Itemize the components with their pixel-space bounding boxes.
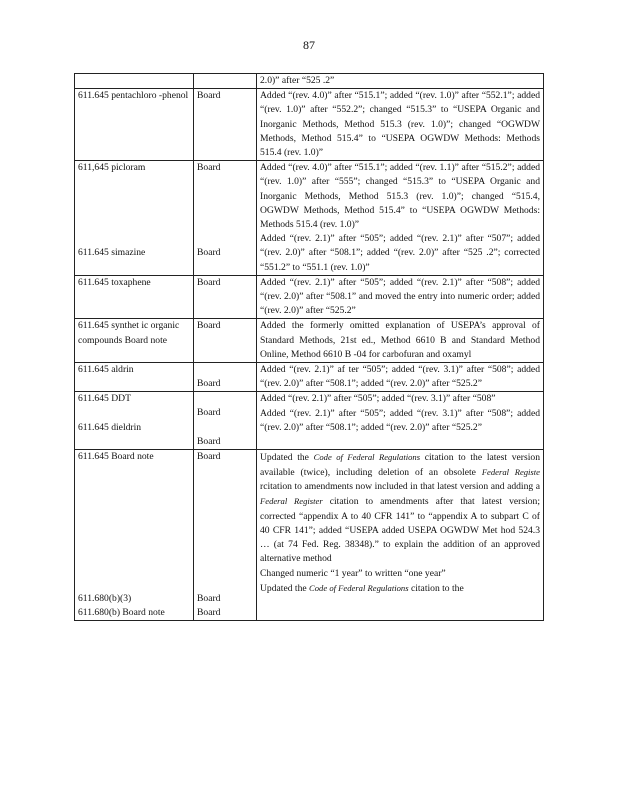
change-text: rcitation to amendments now included in that latest version and adding a xyxy=(260,481,540,493)
agency-label: Board xyxy=(197,450,221,462)
agency-label: Board xyxy=(197,593,221,605)
section-cell: 611.645 aldrin xyxy=(75,363,194,392)
section-label: 611.645 simazine xyxy=(78,247,146,259)
section-label: 611.645 Board note xyxy=(78,450,154,462)
agency-cell: Board xyxy=(194,319,257,363)
federal-register-italic: Federal Registe xyxy=(481,467,540,478)
section-cell xyxy=(75,74,194,89)
table-row xyxy=(75,89,544,161)
table-row xyxy=(75,449,544,621)
amendments-table xyxy=(74,73,544,621)
change-text: latest version available (twice), including deletion of an obsolete xyxy=(260,451,540,479)
table-row xyxy=(75,74,544,89)
cfr-italic: Code of Federal Regulations xyxy=(309,582,409,593)
change-text: citation to the xyxy=(424,451,483,463)
change-text-partial xyxy=(260,581,540,596)
section-cell xyxy=(75,392,194,449)
change-text: Updated the xyxy=(260,451,309,463)
agency-cell xyxy=(194,74,257,89)
agency-cell xyxy=(194,449,257,621)
change-cell: Added “(rev. 2.1)” after “505”; added “(rev. 2.1)” after “508”; added “(rev. 2.0)” after “508.1” and moved the entry into numeric order; added “(rev. 2.0)” after “525.2” xyxy=(257,275,544,319)
cfr-italic: Code of Federal Regulations xyxy=(313,451,421,462)
change-cell xyxy=(257,161,544,276)
table-row xyxy=(75,275,544,319)
section-label: 611.680(b)(3) xyxy=(78,593,132,605)
agency-cell xyxy=(194,392,257,449)
agency-cell xyxy=(194,363,257,392)
change-text: Updated the xyxy=(260,582,307,594)
table-row xyxy=(75,319,544,363)
section-cell: 611.645 toxaphene xyxy=(75,275,194,319)
section-cell xyxy=(75,449,194,621)
agency-cell xyxy=(194,161,257,276)
agency-label: Board xyxy=(197,378,221,390)
change-cell xyxy=(257,449,544,621)
section-cell xyxy=(75,161,194,276)
change-text: Added “(rev. 2.1)” after “505”; added “(rev. 2.1)” after “507”; added “(rev. 2.0)” after “508.1”; added “(rev. 2.0)” after “525 .2”; corrected “551.2” to “551.1 (rev. 1.0)” xyxy=(260,233,540,273)
table-row xyxy=(75,161,544,276)
change-text: Added “(rev. 2.1)” after “505”; added “(rev. 3.1)” after “508”; added “(rev. 2.0)” after “508.1”; added “(rev. 2.0)” after “525.2” xyxy=(260,407,540,433)
change-cell xyxy=(257,392,544,449)
section-label: 611.645 DDT xyxy=(78,393,131,405)
table-row xyxy=(75,363,544,392)
change-text: citation to the xyxy=(410,582,464,594)
agency-cell: Board xyxy=(194,275,257,319)
agency-label: Board xyxy=(197,435,221,447)
agency-cell: Board xyxy=(194,89,257,161)
agency-label: Board xyxy=(197,162,221,174)
table-row xyxy=(75,392,544,449)
section-label: 611,645 picloram xyxy=(78,162,146,174)
change-text: Added “(rev. 4.0)” after “515.1”; added “(rev. 1.1)” after “515.2”; added “(rev. 1.0)” after “555”; changed “515.3” to “USEPA Organic and Inorganic Methods, Method 515.3 (rev. 1.0)”; changed “515.4, OGWDW Methods, Method 515.4” to “USEPA OGWDW Methods: Methods 515.4 (rev. 1.0)” xyxy=(260,162,540,231)
board-note-change xyxy=(260,450,540,567)
change-cell: 2.0)” after “525 .2” xyxy=(257,74,544,89)
section-label: 611.680(b) Board note xyxy=(78,607,165,619)
section-cell: 611.645 pentachloro -phenol xyxy=(75,89,194,161)
agency-label: Board xyxy=(197,407,221,419)
section-cell: 611.645 synthet ic organic compounds Board note xyxy=(75,319,194,363)
section-label: 611.645 dieldrin xyxy=(78,421,142,433)
change-cell: Added the formerly omitted explanation of USEPA’s approval of Standard Methods, 21st ed., Method 6610 B and Standard Method Online, Method 6610 B -04 for carbofuran and oxamyl xyxy=(257,319,544,363)
page-number: 87 xyxy=(303,38,315,52)
agency-label: Board xyxy=(197,247,221,259)
change-text: Added “(rev. 2.1)” after “505”; added “(rev. 3.1)” after “508” xyxy=(260,393,496,405)
agency-label: Board xyxy=(197,607,221,619)
change-text: Changed numeric “1 year” to written “one year” xyxy=(260,567,446,579)
change-text: citation to amendments after that latest version; corrected “appendix A to 40 CFR 141” to “appendix A to subpart C of 40 CFR 141”; added “USEPA added USEPA OGWDW Met hod 524.3 … (at 74 Fed. Reg. 38348).” to explain the addition of an approved alternative method xyxy=(260,496,540,565)
change-cell: Added “(rev. 4.0)” after “515.1”; added “(rev. 1.0)” after “552.1”; added “(rev. 1.0)” after “552.2”; changed “515.3” to “USEPA Organic and Inorganic Methods, Method 515.3 (rev. 1.0)”; changed “OGWDW Methods, Method 515.4” to “USEPA OGWDW Methods: Methods 515.4 (rev. 1.0)” xyxy=(257,89,544,161)
federal-register-italic: Federal Register xyxy=(260,496,323,507)
change-cell: Added “(rev. 2.1)” af ter “505”; added “(rev. 3.1)” after “508”; added “(rev. 2.0)” after “508.1”; added “(rev. 2.0)” after “525.2” xyxy=(257,363,544,392)
